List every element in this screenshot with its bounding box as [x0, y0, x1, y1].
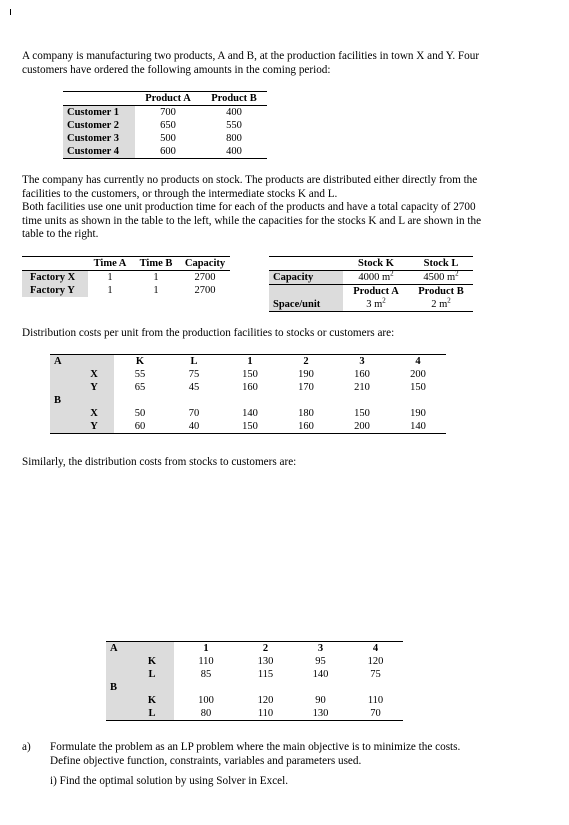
dist-cell: 190: [298, 369, 314, 380]
stock-cost-header: 1: [203, 643, 209, 654]
stock-cost-cell: 120: [257, 695, 274, 706]
stock-capacity-table: [269, 256, 473, 312]
stock-cost-header: 4: [372, 643, 379, 654]
question-a-marker: a): [22, 741, 31, 753]
row-label: X: [74, 407, 114, 420]
dist-header: 1: [247, 356, 253, 367]
stock-cost-cell: 85: [200, 669, 212, 680]
dist-cell: 50: [134, 408, 146, 419]
superscript: 2: [447, 296, 451, 305]
space-label: Space/unit: [269, 298, 343, 312]
dist-header: L: [190, 356, 198, 367]
orders-cell: 500: [160, 133, 176, 144]
orders-table: [63, 91, 267, 159]
factory-label: Factory X: [22, 271, 88, 285]
stock-cost-cell: 110: [257, 708, 274, 719]
superscript: 2: [382, 296, 386, 305]
dist-cell: 150: [242, 369, 258, 380]
dist-cell: 170: [298, 382, 314, 393]
time-header: Time B: [139, 258, 173, 269]
row-label: K: [130, 655, 174, 668]
row-label: L: [130, 707, 174, 721]
dist-cell: 200: [410, 369, 426, 380]
capacity-label: Capacity: [269, 271, 343, 285]
dist-cell: 150: [242, 421, 258, 432]
row-label: Y: [74, 420, 114, 434]
row-label: X: [74, 368, 114, 381]
stock-cost-cell: 130: [257, 656, 274, 667]
orders-cell: 550: [226, 120, 242, 131]
group-label: A: [50, 355, 74, 369]
stock-header: Stock K: [358, 258, 394, 269]
dist-cell: 180: [298, 408, 314, 419]
dist-cell: 140: [242, 408, 258, 419]
time-cell: 1: [153, 285, 159, 296]
orders-header-a: Product A: [145, 93, 191, 104]
paragraph-line: The company has currently no products on stock. The products are distributed either directly from the facilities to the customers, or through the intermediate stocks K and L.: [22, 174, 478, 200]
stock-header: Stock L: [423, 258, 459, 269]
orders-row-label: Customer 3: [63, 132, 135, 145]
dist-cell: 160: [298, 421, 314, 432]
factory-label: Factory Y: [22, 284, 88, 297]
dist-cell: 45: [188, 382, 200, 393]
stock-cost-cell: 115: [257, 669, 274, 680]
dist-header: 3: [359, 356, 365, 367]
row-label: K: [130, 694, 174, 707]
orders-row-label: Customer 2: [63, 119, 135, 132]
orders-row-label: Customer 1: [63, 106, 135, 120]
space-b: 2 m: [431, 299, 448, 310]
stock-cost-header: 2: [262, 643, 269, 654]
time-capacity-table: [22, 256, 230, 297]
superscript: 2: [390, 269, 394, 278]
stock-cost-title: Similarly, the distribution costs from stocks to customers are:: [22, 456, 297, 468]
stock-cost-cell: 100: [198, 695, 214, 706]
dist-cell: 40: [188, 421, 200, 432]
orders-cell: 800: [226, 133, 242, 144]
stock-cap-l: 4500 m: [423, 272, 456, 283]
question-a-subtask: i) Find the optimal solution by using Solver in Excel.: [50, 775, 289, 787]
dist-cell: 75: [188, 369, 200, 380]
dist-cell: 70: [188, 408, 200, 419]
dist-cell: 200: [354, 421, 370, 432]
dist-cell: 140: [410, 421, 426, 432]
time-cell: 2700: [194, 285, 216, 296]
stock-cost-cell: 140: [312, 669, 329, 680]
group-label: A: [106, 642, 130, 656]
dist-cell: 190: [410, 408, 426, 419]
orders-cell: 600: [160, 146, 176, 157]
dist-cell: 210: [354, 382, 370, 393]
time-cell: 1: [153, 272, 159, 283]
dist-cell: 160: [242, 382, 258, 393]
group-label: B: [50, 394, 74, 407]
orders-row-label: Customer 4: [63, 145, 135, 159]
orders-cell: 400: [226, 146, 242, 157]
dist-cell: 150: [410, 382, 426, 393]
stock-cost-cell: 130: [312, 708, 329, 719]
distribution-title: Distribution costs per unit from the production facilities to stocks or customers are:: [22, 327, 395, 339]
stock-cost-header: 3: [317, 643, 324, 654]
stock-cost-cell: 90: [315, 695, 326, 706]
time-cell: 1: [107, 272, 113, 283]
orders-cell: 400: [226, 107, 242, 118]
stock-cost-cell: 75: [370, 669, 381, 680]
dist-cell: 55: [134, 369, 146, 380]
time-header: Capacity: [184, 258, 226, 269]
row-label: L: [130, 668, 174, 681]
dist-header: 2: [303, 356, 309, 367]
distribution-cost-table: [50, 354, 446, 434]
paragraph-distribution: [22, 174, 482, 242]
product-b-label: Product B: [418, 286, 464, 297]
row-label: Y: [74, 381, 114, 394]
stock-cost-cell: 70: [370, 708, 381, 719]
superscript: 2: [455, 269, 459, 278]
dist-header: 4: [415, 356, 421, 367]
space-a: 3 m: [366, 299, 383, 310]
orders-header-b: Product B: [211, 93, 257, 104]
stock-cost-cell: 110: [198, 656, 214, 667]
time-cell: 1: [107, 285, 113, 296]
stock-customer-cost-table: [106, 641, 403, 721]
stock-cap-k: 4000 m: [358, 272, 391, 283]
dist-cell: 60: [134, 421, 146, 432]
dist-cell: 150: [354, 408, 370, 419]
paragraph-line: Both facilities use one unit production time for each of the products and have a total capacity of 2700 time units as shown in the table to the left, while the capacities for the stocks K and L are shown in the table to the right.: [22, 201, 482, 241]
product-a-label: Product A: [353, 286, 399, 297]
page-margin-tick: [10, 9, 11, 15]
dist-cell: 65: [134, 382, 146, 393]
orders-cell: 650: [160, 120, 176, 131]
group-label: B: [106, 681, 130, 694]
stock-cost-cell: 80: [200, 708, 212, 719]
stock-cost-cell: 95: [315, 656, 326, 667]
stock-cost-cell: 110: [367, 695, 384, 706]
time-header: Time A: [93, 258, 127, 269]
time-cell: 2700: [194, 272, 216, 283]
orders-cell: 700: [160, 107, 176, 118]
stock-cost-cell: 120: [367, 656, 384, 667]
dist-header: K: [135, 356, 145, 367]
dist-cell: 160: [354, 369, 370, 380]
question-a-text: Formulate the problem as an LP problem where the main objective is to minimize the costs. Define objective function, constraints, variables and parameters used.: [50, 741, 461, 767]
intro-paragraph: A company is manufacturing two products, A and B, at the production facilities in town X and Y. Four customers have ordered the following amounts in the coming period:: [22, 50, 480, 76]
